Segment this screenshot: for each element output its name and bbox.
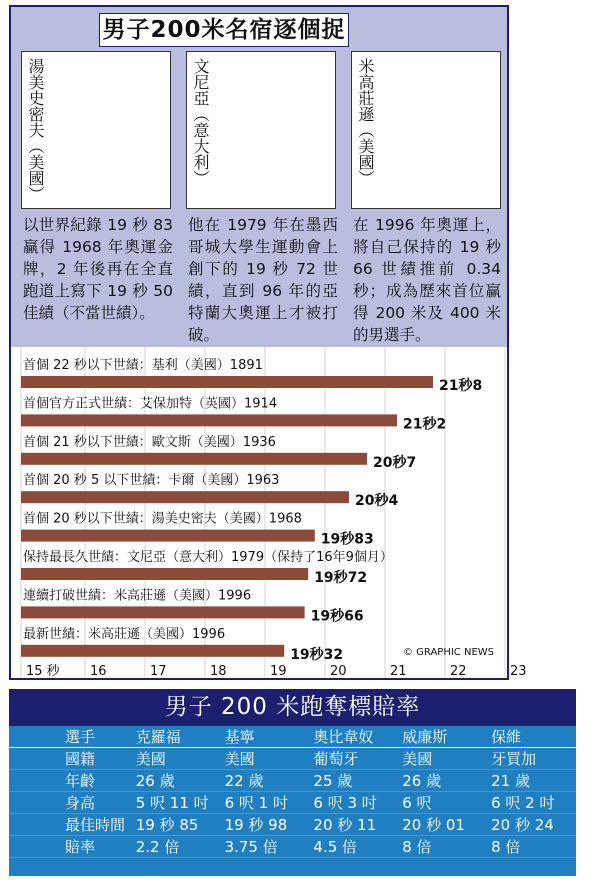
odds-row-label: 年齡	[9, 770, 132, 792]
record-bar	[21, 414, 397, 426]
bar-category-label: 連續打破世績：米高莊遜（美國）1996	[23, 588, 252, 604]
odds-table-cell: 20 秒 24	[487, 814, 576, 836]
bar-category-label: 首個 21 秒以下世績：歐文斯（美國）1936	[23, 434, 276, 450]
odds-table-cell: 威廉斯	[398, 726, 487, 748]
bar-category-label: 首個 20 秒以下世績：湯美史密夫（美國）1968	[23, 511, 302, 527]
odds-table-cell: 保維	[487, 726, 576, 748]
odds-table-panel	[9, 726, 576, 876]
record-infographic	[9, 5, 527, 680]
bar-category-label: 首個官方正式世績：艾保加特（英國）1914	[23, 396, 278, 412]
odds-table-cell: 19 秒 98	[221, 814, 310, 836]
bar-value-label: 19秒66	[310, 608, 364, 625]
odds-table-cell: 5 呎 11 吋	[132, 792, 221, 814]
record-bar	[21, 491, 349, 503]
profile-description: 在 1996 年奧運上，將自己保持的 19 秒 66 世績推前 0.34 秒；成為歷來首位贏得 200 米及 400 米的男選手。	[353, 216, 501, 344]
odds-table-cell: 21 歲	[487, 770, 576, 792]
profile-name: 文尼亞（意大利）	[191, 58, 210, 186]
bar-value-label: 20秒4	[355, 493, 399, 510]
record-bar	[21, 530, 315, 542]
odds-table-cell: 20 秒 11	[309, 814, 398, 836]
odds-table-cell: 4.5 倍	[309, 836, 398, 858]
odds-table-cell: 3.75 倍	[221, 836, 310, 858]
profile-name: 米高莊遜（美國）	[356, 58, 375, 186]
odds-table-cell: 20 秒 01	[398, 814, 487, 836]
profile-description: 以世界紀錄 19 秒 83 贏得 1968 年奧運金牌，2 年後再在全直跑道上寫下 19 秒 50 佳績（不當世績）。	[23, 216, 173, 322]
odds-row-label: 最佳時間	[9, 814, 132, 836]
odds-table-cell: 美國	[132, 748, 221, 770]
odds-table-cell: 牙買加	[487, 748, 576, 770]
bar-value-label: 20秒7	[373, 454, 417, 471]
bar-category-label: 首個 20 秒 5 以下世績：卡爾（美國）1963	[23, 473, 280, 489]
odds-table-cell: 美國	[221, 748, 310, 770]
profile-description: 他在 1979 年在墨西哥城大學生運動會上創下的 19 秒 72 世績，直到 96 年的亞特蘭大奧運上才被打破。	[188, 216, 338, 344]
odds-table-cell: 2.2 倍	[132, 836, 221, 858]
odds-row-label: 賠率	[9, 836, 132, 858]
profile-photo-mennea	[186, 51, 336, 209]
profile-photo-michael-johnson	[351, 51, 501, 209]
odds-table	[9, 726, 576, 858]
bar-value-label: 21秒8	[439, 378, 483, 394]
odds-row-label: 國籍	[9, 748, 132, 770]
odds-table-cell: 22 歲	[221, 770, 310, 792]
bar-value-label: 19秒83	[320, 531, 374, 548]
odds-table-cell: 25 歲	[309, 770, 398, 792]
odds-table-row	[9, 770, 576, 792]
odds-table-cell: 6 呎 1 吋	[221, 792, 310, 814]
odds-table-cell: 8 倍	[487, 836, 576, 858]
x-tick-label: 23	[510, 664, 527, 679]
odds-table-cell: 8 倍	[398, 836, 487, 858]
bar-category-label: 最新世績：米高莊遜（美國）1996	[23, 626, 226, 642]
odds-table-cell: 6 呎 2 吋	[487, 792, 576, 814]
bar-value-label: 19秒32	[290, 646, 344, 663]
record-bar	[21, 606, 305, 618]
x-tick-label: 16	[90, 664, 107, 679]
credit-line: © GRAPHIC NEWS	[403, 647, 495, 658]
odds-table-cell: 26 歲	[398, 770, 487, 792]
x-tick-label: 19	[270, 664, 287, 679]
record-bar	[21, 568, 308, 580]
odds-table-row	[9, 792, 576, 814]
x-tick-label: 17	[150, 664, 167, 679]
odds-table-cell: 26 歲	[132, 770, 221, 792]
odds-table-cell: 奧比韋奴	[309, 726, 398, 748]
odds-table-cell: 6 呎	[398, 792, 487, 814]
x-tick-label: 22	[450, 664, 467, 679]
record-progression-chart	[11, 347, 527, 679]
odds-table-cell: 克羅福	[132, 726, 221, 748]
odds-table-row	[9, 748, 576, 770]
record-bar	[21, 645, 284, 657]
x-tick-label: 18	[210, 664, 227, 679]
x-tick-label: 21	[390, 664, 407, 679]
bar-value-label: 19秒72	[314, 570, 368, 586]
page-title: 男子200米名宿逐個捉	[99, 13, 349, 47]
bar-value-label: 21秒2	[403, 416, 447, 433]
odds-table-cell: 美國	[398, 748, 487, 770]
odds-table-row	[9, 836, 576, 858]
odds-table-row	[9, 726, 576, 748]
odds-table-title: 男子 200 米跑奪標賠率	[9, 689, 576, 726]
bar-category-label: 保持最長久世績：文尼亞（意大利）1979（保持了16年9個月）	[23, 550, 393, 565]
profile-photo-tommie-smith	[21, 51, 171, 209]
profile-name: 湯美史密夫（美國）	[26, 58, 45, 202]
odds-row-label: 身高	[9, 792, 132, 814]
odds-table-cell: 葡萄牙	[309, 748, 398, 770]
odds-table-cell: 6 呎 3 吋	[309, 792, 398, 814]
bar-category-label: 首個 22 秒以下世績：基利（美國）1891	[23, 358, 263, 373]
record-bar	[21, 453, 367, 465]
x-tick-label: 20	[330, 664, 347, 679]
x-tick-label: 15 秒	[26, 664, 60, 679]
record-bar	[21, 376, 433, 388]
odds-table-row	[9, 814, 576, 836]
odds-table-cell: 19 秒 85	[132, 814, 221, 836]
odds-table-cell: 基寧	[221, 726, 310, 748]
odds-row-label: 選手	[9, 726, 132, 748]
